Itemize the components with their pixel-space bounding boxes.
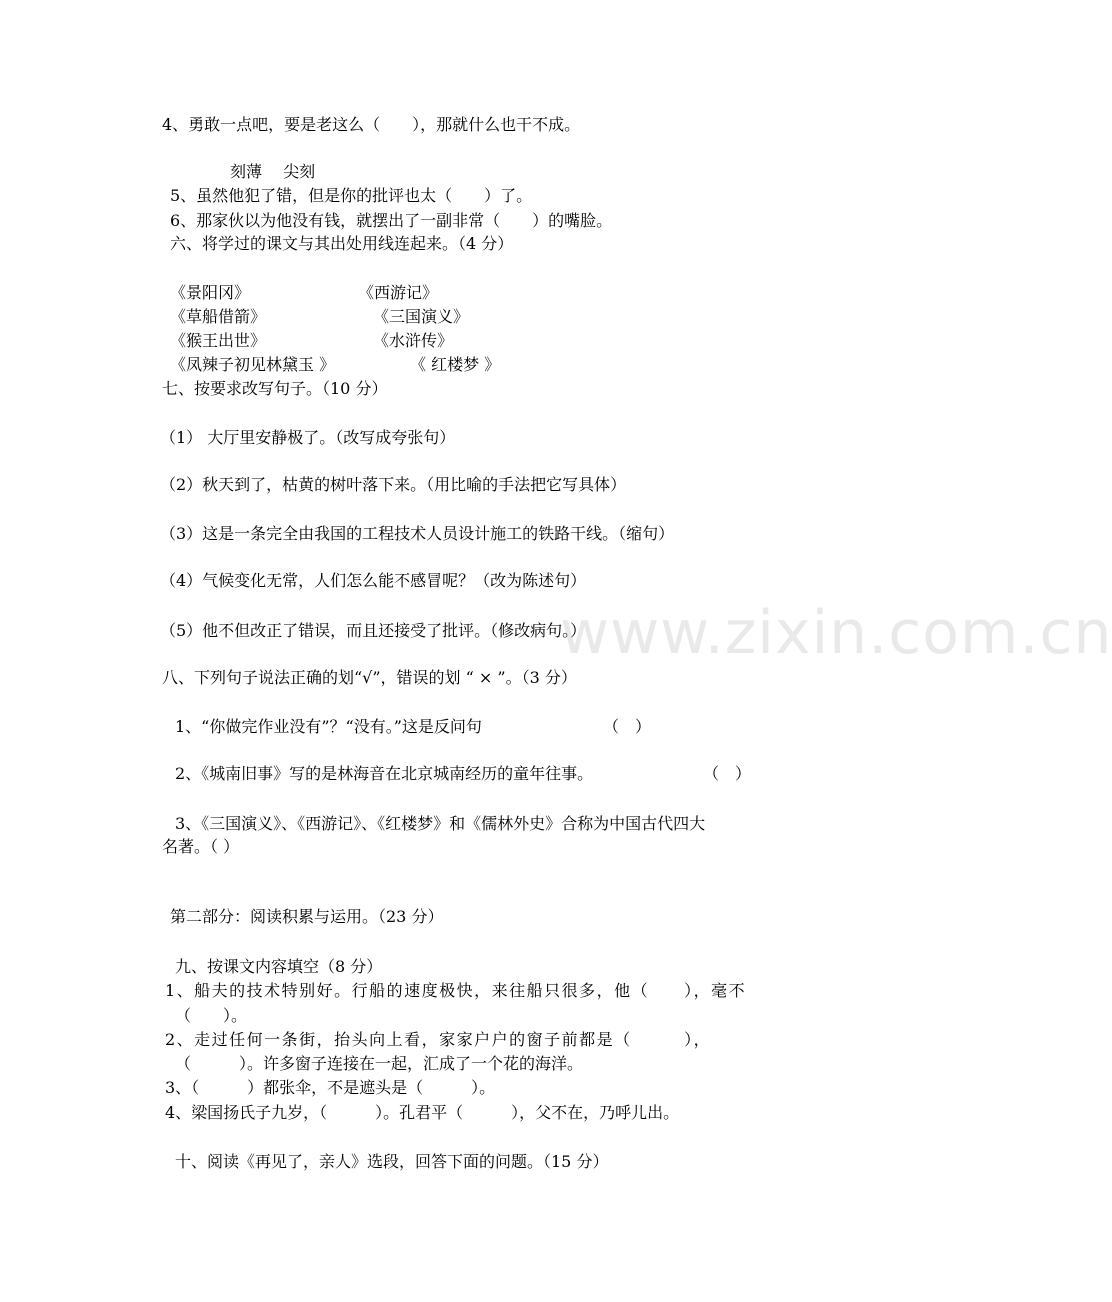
match-left-4: 《凤辣子初见林黛玉 》 bbox=[170, 355, 336, 374]
section-8-heading: 八、下列句子说法正确的划“√”，错误的划 “ × ”。（3 分） bbox=[162, 668, 577, 687]
fill-4: 4、梁国扬氏子九岁，（ ）。孔君平（ ），父不在，乃呼儿出。 bbox=[165, 1103, 680, 1122]
question-6: 6、那家伙以为他没有钱，就摆出了一副非常（ ）的嘴脸。 bbox=[170, 211, 613, 230]
section-9-heading: 九、按课文内容填空（8 分） bbox=[175, 957, 383, 976]
match-right-3: 《水浒传》 bbox=[373, 331, 454, 350]
rewrite-2: （2）秋天到了，枯黄的树叶落下来。（用比喻的手法把它写具体） bbox=[160, 475, 627, 494]
fill-1-line-2: （ ）。 bbox=[175, 1006, 248, 1025]
rewrite-1: （1） 大厅里安静极了。（改写成夸张句） bbox=[160, 428, 456, 447]
judge-3-line-2: 名著。（ ） bbox=[162, 837, 240, 856]
fill-1-line-1: 1、船夫的技术特别好。行船的速度极快，来往船只很多，他（ ），毫不 bbox=[165, 981, 747, 1000]
match-right-1: 《西游记》 bbox=[358, 283, 439, 302]
part-2-heading: 第二部分：阅读积累与运用。（23 分） bbox=[170, 907, 444, 926]
watermark: www.zixin.com.cn bbox=[560, 598, 1112, 668]
fill-3: 3、（ ）都张伞，不是遮头是（ ）。 bbox=[165, 1078, 496, 1097]
match-left-2: 《草船借箭》 bbox=[170, 307, 267, 326]
fill-2-line-1: 2、走过任何一条街，抬头向上看，家家户户的窗子前都是（ ）， bbox=[165, 1030, 712, 1049]
rewrite-5: （5）他不但改正了错误，而且还接受了批评。（修改病句。） bbox=[160, 621, 587, 640]
question-4: 4、勇敢一点吧，要是老这么（ ），那就什么也干不成。 bbox=[162, 115, 581, 134]
judge-1-parens: （ ） bbox=[603, 717, 652, 736]
judge-1: 1、“你做完作业没有”？“没有。”这是反问句 bbox=[175, 717, 482, 736]
section-10-heading: 十、阅读《再见了，亲人》选段，回答下面的问题。（15 分） bbox=[175, 1152, 609, 1171]
fill-2-line-2: （ ）。许多窗子连接在一起，汇成了一个花的海洋。 bbox=[175, 1054, 584, 1073]
rewrite-3: （3）这是一条完全由我国的工程技术人员设计施工的铁路干线。（缩句） bbox=[160, 524, 675, 543]
word-choices: 刻薄 尖刻 bbox=[230, 162, 316, 181]
match-right-4: 《 红楼梦 》 bbox=[410, 355, 501, 374]
match-left-3: 《猴王出世》 bbox=[170, 331, 267, 350]
judge-3-line-1: 3、《三国演义》、《西游记》、《红楼梦》和《儒林外史》合称为中国古代四大 bbox=[175, 814, 706, 833]
match-left-1: 《景阳冈》 bbox=[170, 283, 251, 302]
judge-2-parens: （ ） bbox=[703, 764, 752, 783]
rewrite-4: （4）气候变化无常，人们怎么能不感冒呢？（改为陈述句） bbox=[160, 571, 587, 590]
judge-2: 2、《城南旧事》写的是林海音在北京城南经历的童年往事。 bbox=[175, 764, 594, 783]
match-right-2: 《三国演义》 bbox=[373, 307, 470, 326]
section-7-heading: 七、按要求改写句子。（10 分） bbox=[162, 379, 388, 398]
section-6-heading: 六、将学过的课文与其出处用线连起来。（4 分） bbox=[170, 234, 514, 253]
question-5: 5、虽然他犯了错，但是你的批评也太（ ）了。 bbox=[170, 186, 533, 205]
